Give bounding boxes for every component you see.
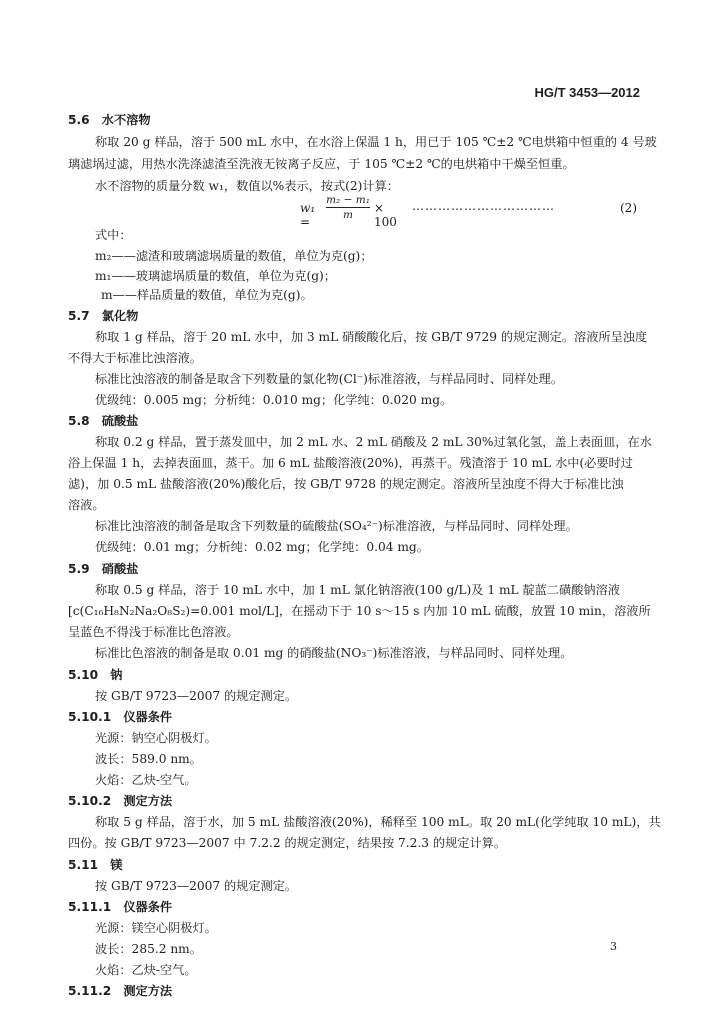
paragraph-line: 溶液。 [68, 498, 105, 512]
formula-denominator: m [343, 209, 353, 221]
formula-leader-dots: …………………………… [412, 199, 555, 213]
paragraph-line: 按 GB/T 9723—2007 的规定测定。 [95, 689, 298, 703]
formula-multiplier: × 100 [374, 201, 397, 229]
paragraph-line: 优级纯：0.01 mg；分析纯：0.02 mg；化学纯：0.04 mg。 [95, 540, 429, 554]
where-label: 式中： [95, 228, 132, 242]
paragraph-line: 滤)，加 0.5 mL 盐酸溶液(20%)酸化后，按 GB/T 9728 的规定测定。溶液所呈浊度不得大于标准比浊 [68, 477, 624, 491]
section-5-8-heading: 5.8 硫酸盐 [68, 414, 139, 428]
paragraph-line: 火焰：乙炔-空气。 [95, 963, 197, 977]
paragraph-line: 标准比色溶液的制备是取 0.01 mg 的硝酸盐(NO₃⁻)标准溶液，与样品同时、同样处理。 [95, 646, 573, 660]
section-5-11-2-heading: 5.11.2 测定方法 [68, 984, 173, 998]
paragraph-line: 波长：285.2 nm。 [95, 942, 202, 956]
paragraph-line: 称取 20 g 样品，溶于 500 mL 水中，在水浴上保温 1 h，用已于 105 ℃±2 ℃电烘箱中恒重的 4 号玻 [95, 135, 657, 149]
paragraph-line: 优级纯：0.005 mg；分析纯：0.010 mg；化学纯：0.020 mg。 [95, 393, 453, 407]
section-5-10-heading: 5.10 钠 [68, 668, 123, 682]
section-5-6-heading: 5.6 水不溶物 [68, 113, 151, 127]
paragraph-line: 称取 5 g 样品，溶于水，加 5 mL 盐酸溶液(20%)，稀释至 100 mL。取 20 mL(化学纯取 10 mL)，共 [95, 815, 661, 829]
page-number: 3 [610, 940, 617, 953]
paragraph-line: 标准比浊溶液的制备是取含下列数量的硫酸盐(SO₄²⁻)标准溶液，与样品同时、同样处理。 [95, 519, 578, 533]
paragraph-line: 波长：589.0 nm。 [95, 752, 202, 766]
formula-number: (2) [620, 201, 637, 215]
section-5-10-1-heading: 5.10.1 仪器条件 [68, 710, 173, 724]
paragraph-line: 呈蓝色不得浅于标准比色溶液。 [68, 625, 239, 639]
section-5-7-heading: 5.7 氯化物 [68, 309, 139, 323]
section-5-11-heading: 5.11 镁 [68, 858, 123, 872]
paragraph-line: 按 GB/T 9723—2007 的规定测定。 [95, 879, 298, 893]
paragraph-line: [c(C₁₆H₈N₂Na₂O₈S₂)=0.001 mol/L]，在摇动下于 10 s～15 s 内加 10 mL 硫酸，放置 10 min，溶液所 [68, 604, 651, 618]
paragraph-line: 光源：镁空心阴极灯。 [95, 921, 217, 935]
paragraph-line: 称取 1 g 样品，溶于 20 mL 水中，加 3 mL 硝酸酸化后，按 GB/T 9729 的规定测定。溶液所呈浊度 [95, 330, 648, 344]
variable-definition: m₁——玻璃滤埚质量的数值，单位为克(g)； [95, 269, 336, 283]
paragraph-line: 标准比浊溶液的制备是取含下列数量的氯化物(Cl⁻)标准溶液，与样品同时、同样处理。 [95, 372, 563, 386]
paragraph-line: 不得大于标准比浊溶液。 [68, 351, 203, 365]
variable-definition: m——样品质量的数值，单位为克(g)。 [101, 288, 313, 302]
section-5-11-1-heading: 5.11.1 仪器条件 [68, 900, 173, 914]
paragraph-line: 浴上保温 1 h，去掉表面皿，蒸干。加 6 mL 盐酸溶液(20%)，再蒸干。残渣溶于 10 mL 水中(必要时过 [68, 456, 633, 470]
standard-number: HG/T 3453—2012 [534, 85, 640, 100]
paragraph-line: 光源：钠空心阴极灯。 [95, 731, 217, 745]
section-5-10-2-heading: 5.10.2 测定方法 [68, 794, 173, 808]
variable-definition: m₂——滤渣和玻璃滤埚质量的数值，单位为克(g)； [95, 249, 373, 263]
paragraph-line: 火焰：乙炔-空气。 [95, 773, 197, 787]
section-5-9-heading: 5.9 硝酸盐 [68, 562, 139, 576]
paragraph-line: 四份。按 GB/T 9723—2007 中 7.2.2 的规定测定，结果按 7.2.3 的规定计算。 [68, 836, 507, 850]
paragraph-line: 称取 0.2 g 样品，置于蒸发皿中，加 2 mL 水、2 mL 硝酸及 2 mL 30%过氧化氢，盖上表面皿，在水 [95, 435, 652, 449]
paragraph-line: 水不溶物的质量分数 w₁，数值以%表示，按式(2)计算： [95, 179, 399, 193]
formula-numerator: m₂ − m₁ [326, 194, 370, 206]
formula-lhs: w₁ = [300, 201, 316, 229]
paragraph-line: 称取 0.5 g 样品，溶于 10 mL 水中，加 1 mL 氯化钠溶液(100 g/L)及 1 mL 靛蓝二磺酸钠溶液 [95, 583, 620, 597]
formula-fraction [326, 193, 370, 222]
paragraph-line: 璃滤埚过滤，用热水洗涤滤渣至洗液无铵离子反应，于 105 ℃±2 ℃的电烘箱中干燥至恒重。 [68, 157, 575, 171]
